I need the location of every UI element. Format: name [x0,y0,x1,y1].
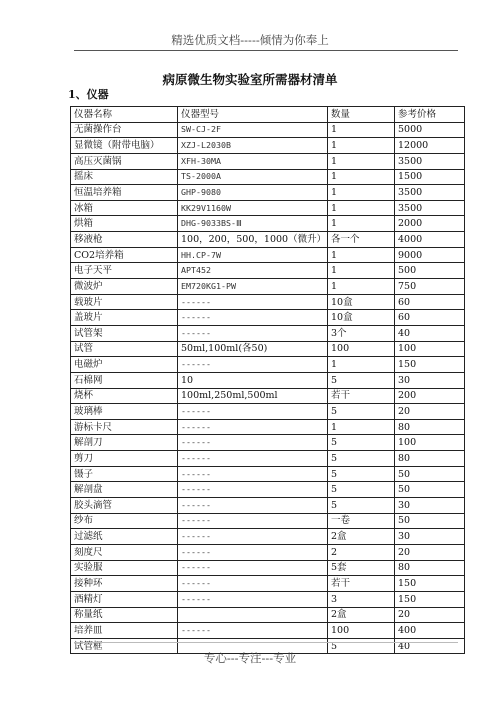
cell-name: 烘箱 [71,216,178,232]
cell-name: 移液枪 [71,232,178,248]
cell-quantity: 1 [328,138,395,154]
cell-quantity: 2盒 [328,607,395,623]
cell-price: 150 [395,357,465,373]
cell-quantity: 10盒 [328,310,395,326]
cell-price: 100 [395,341,465,357]
cell-name: 微波炉 [71,279,178,295]
cell-model: DHG-9033BS-Ⅲ [178,216,328,232]
table-row [71,153,465,169]
table-row [71,310,465,326]
cell-model: 100ml,250ml,500ml [178,388,328,404]
cell-name: 石棉网 [71,372,178,388]
cell-name: 剪刀 [71,451,178,467]
table-row [71,294,465,310]
table-row [71,185,465,201]
table-row [71,576,465,592]
cell-quantity: 各一个 [328,232,395,248]
cell-quantity: 1 [328,185,395,201]
cell-price: 750 [395,279,465,295]
cell-model: XFH-30MA [178,153,328,169]
cell-price: 200 [395,388,465,404]
cell-model: EM720KG1-PW [178,279,328,295]
table-row [71,404,465,420]
column-header-quantity: 数量 [328,107,395,123]
table-row [71,169,465,185]
cell-quantity: 一卷 [328,513,395,529]
cell-name: 镊子 [71,466,178,482]
cell-name: 接种环 [71,576,178,592]
cell-name: 电磁炉 [71,357,178,373]
cell-quantity: 1 [328,200,395,216]
cell-quantity: 10盒 [328,294,395,310]
cell-price: 80 [395,451,465,467]
table-row [71,560,465,576]
cell-quantity: 5 [328,482,395,498]
cell-price: 12000 [395,138,465,154]
cell-price: 20 [395,544,465,560]
cell-name: 胶头滴管 [71,498,178,514]
cell-quantity: 2 [328,544,395,560]
cell-price: 150 [395,576,465,592]
cell-quantity: 100 [328,341,395,357]
table-row [71,357,465,373]
cell-model: 100，200，500，1000（微升） [178,232,328,248]
cell-quantity: 5 [328,435,395,451]
cell-price: 3500 [395,185,465,201]
cell-price: 60 [395,310,465,326]
cell-name: 试管框 [71,638,178,654]
cell-quantity: 100 [328,623,395,639]
cell-name: 解剖盘 [71,482,178,498]
cell-model: ------ [178,560,328,576]
table-row [71,591,465,607]
cell-price: 80 [395,419,465,435]
cell-name: 摇床 [71,169,178,185]
cell-name: 电子天平 [71,263,178,279]
cell-name: 培养皿 [71,623,178,639]
page-footer: 专心---专注---专业 [203,651,297,665]
cell-quantity: 5套 [328,560,395,576]
cell-name: 恒温培养箱 [71,185,178,201]
table-row [71,482,465,498]
cell-name: 冰箱 [71,200,178,216]
cell-name: 试管架 [71,325,178,341]
cell-name: 玻璃棒 [71,404,178,420]
cell-model: ------ [178,404,328,420]
cell-model: XZJ-L2030B [178,138,328,154]
cell-price: 9000 [395,247,465,263]
table-row [71,232,465,248]
header-divider [74,50,458,51]
cell-quantity: 5 [328,498,395,514]
cell-quantity: 2盒 [328,529,395,545]
cell-price: 5000 [395,122,465,138]
cell-quantity: 5 [328,451,395,467]
cell-price: 40 [395,325,465,341]
cell-quantity: 1 [328,419,395,435]
column-header-model: 仪器型号 [178,107,328,123]
cell-price: 1500 [395,169,465,185]
cell-name: 称量纸 [71,607,178,623]
cell-price: 40 [395,638,465,654]
cell-price: 150 [395,591,465,607]
cell-model: ------ [178,325,328,341]
cell-model: ------ [178,591,328,607]
document-title: 病原微生物实验室所需器材清单 [162,72,338,87]
table-row [71,544,465,560]
cell-model: ------ [178,529,328,545]
cell-price: 3500 [395,153,465,169]
cell-name: 刻度尺 [71,544,178,560]
cell-name: 高压灭菌锅 [71,153,178,169]
equipment-table [70,106,465,654]
column-header-name: 仪器名称 [71,107,178,123]
cell-quantity: 1 [328,357,395,373]
cell-price: 50 [395,482,465,498]
cell-price: 20 [395,404,465,420]
table-body [71,122,465,654]
cell-model: ------ [178,435,328,451]
cell-model: APT452 [178,263,328,279]
table-row [71,341,465,357]
cell-price: 4000 [395,232,465,248]
cell-price: 2000 [395,216,465,232]
table-row [71,498,465,514]
table-row [71,451,465,467]
footer-divider [74,642,458,643]
table-row [71,388,465,404]
cell-name: 游标卡尺 [71,419,178,435]
cell-model: 50ml,100ml(各50) [178,341,328,357]
cell-quantity: 1 [328,263,395,279]
cell-name: 纱布 [71,513,178,529]
cell-model: ------ [178,357,328,373]
table-row [71,279,465,295]
cell-model: TS-2000A [178,169,328,185]
cell-quantity: 3个 [328,325,395,341]
cell-quantity: 1 [328,279,395,295]
table-row [71,138,465,154]
table-row [71,122,465,138]
cell-price: 500 [395,263,465,279]
cell-model: ------ [178,451,328,467]
cell-quantity: 5 [328,638,395,654]
table-row [71,623,465,639]
cell-quantity: 5 [328,466,395,482]
table-row [71,435,465,451]
table-row [71,216,465,232]
cell-quantity: 若干 [328,576,395,592]
cell-name: 显微镜（附带电脑） [71,138,178,154]
cell-model: ------ [178,576,328,592]
cell-model: HH.CP-7W [178,247,328,263]
cell-quantity: 1 [328,216,395,232]
cell-price: 100 [395,435,465,451]
cell-quantity: 1 [328,169,395,185]
cell-name: 解剖刀 [71,435,178,451]
cell-model: ------ [178,294,328,310]
cell-price: 80 [395,560,465,576]
cell-model: ------ [178,466,328,482]
cell-name: 无菌操作台 [71,122,178,138]
cell-quantity: 1 [328,247,395,263]
cell-name: CO2培养箱 [71,247,178,263]
cell-name: 盖玻片 [71,310,178,326]
cell-model: ------ [178,419,328,435]
cell-model: KK29V1160W [178,200,328,216]
cell-price: 30 [395,372,465,388]
cell-quantity: 若干 [328,388,395,404]
cell-model: ------ [178,544,328,560]
table-header-row [71,107,465,123]
table-row [71,247,465,263]
column-header-price: 参考价格 [395,107,465,123]
section-heading: 1、仪器 [68,88,109,101]
cell-model: ------ [178,482,328,498]
table-row [71,325,465,341]
table-row [71,419,465,435]
cell-price: 400 [395,623,465,639]
cell-name: 过滤纸 [71,529,178,545]
cell-price: 60 [395,294,465,310]
cell-model: ------ [178,623,328,639]
page-header: 精选优质文档-----倾情为你奉上 [171,33,329,47]
cell-name: 试管 [71,341,178,357]
cell-model [178,607,328,623]
cell-model: GHP-9080 [178,185,328,201]
table-row [71,607,465,623]
cell-price: 3500 [395,200,465,216]
cell-model: ------ [178,498,328,514]
table-row [71,200,465,216]
cell-name: 酒精灯 [71,591,178,607]
cell-price: 50 [395,513,465,529]
table-row [71,513,465,529]
cell-quantity: 5 [328,404,395,420]
cell-model: 10 [178,372,328,388]
cell-model: ------ [178,513,328,529]
cell-quantity: 1 [328,153,395,169]
cell-price: 30 [395,498,465,514]
cell-price: 20 [395,607,465,623]
cell-name: 烧杯 [71,388,178,404]
cell-quantity: 5 [328,372,395,388]
cell-model: SW-CJ-2F [178,122,328,138]
cell-model: ------ [178,310,328,326]
table-row [71,466,465,482]
table-row [71,372,465,388]
cell-name: 实验服 [71,560,178,576]
table-row [71,263,465,279]
cell-quantity: 1 [328,122,395,138]
cell-price: 30 [395,529,465,545]
cell-price: 50 [395,466,465,482]
cell-quantity: 3 [328,591,395,607]
cell-name: 载玻片 [71,294,178,310]
table-row [71,529,465,545]
